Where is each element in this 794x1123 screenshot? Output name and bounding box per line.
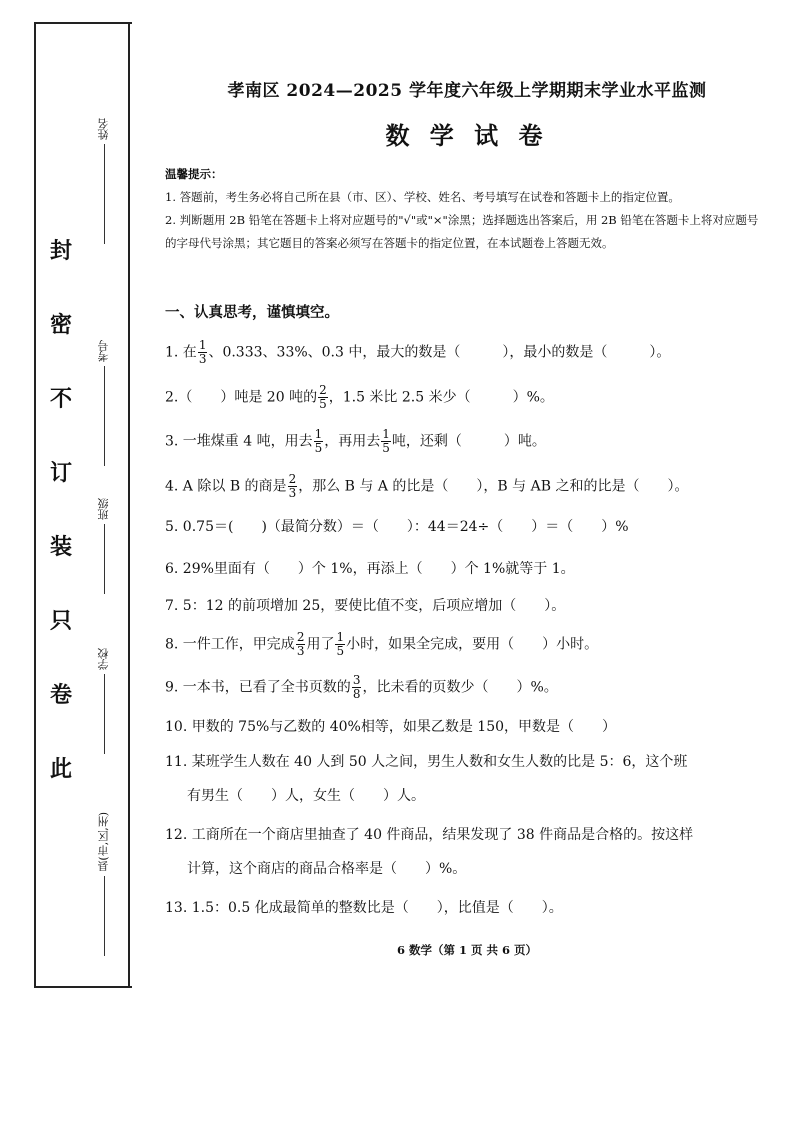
fraction [318,384,328,411]
question-text: 3. 一堆煤重 4 吨，用去 [165,433,313,450]
fraction [198,339,208,366]
instructions [165,163,765,255]
numerator: 2 [319,383,327,397]
question-3 [165,428,765,455]
page-footer: 6 数学（第 1 页 共 6 页） [396,943,538,957]
field-blank[interactable] [104,876,105,956]
numerator: 1 [314,427,323,441]
field-blank[interactable] [104,366,105,466]
section-heading: 一、认真思考，谨慎填空。 [165,304,339,321]
field-label: 学校 [97,648,110,670]
numerator: 1 [336,630,345,644]
seal-char: 封 [49,238,72,264]
seal-char: 密 [49,312,72,338]
field-blank[interactable] [104,524,105,594]
seal-warning [46,240,76,780]
seal-char: 只 [49,608,72,634]
question-1 [165,339,765,366]
fraction [335,631,345,658]
question-text: 小时，如果全完成，要用（ ）小时。 [346,636,599,653]
seal-char: 不 [49,386,72,412]
field-name[interactable] [96,118,112,244]
question-text: 吨，还剩（ ）吨。 [391,433,546,450]
field-blank[interactable] [104,144,105,244]
question-9 [165,674,765,701]
denominator: 5 [319,397,327,411]
question-text: 用了 [306,636,335,653]
field-county[interactable] [96,812,112,956]
question-11 [165,752,765,806]
denominator: 5 [314,441,323,455]
question-2 [165,384,765,411]
instruction-item: 1. 答题前，考生务必将自己所在县（市、区）、学校、姓名、考号填写在试卷和答题卡上的指定位置。 [165,190,680,204]
field-school[interactable] [96,648,112,754]
denominator: 3 [296,644,305,658]
question-text: 12. 工商所在一个商店里抽查了 40 件商品，结果发现了 38 件商品是合格的。按这样 [165,827,694,843]
question-4 [165,473,765,500]
seal-char: 此 [49,756,72,782]
numerator: 1 [382,427,390,441]
denominator: 5 [336,644,345,658]
question-text: 1. 在 [165,344,197,361]
denominator: 8 [352,687,361,701]
seal-char: 装 [49,534,72,560]
question-text: ，再用去 [324,433,381,450]
denominator: 3 [198,352,207,366]
question-text: 有男生（ ）人，女生（ ）人。 [187,788,425,804]
field-blank[interactable] [104,674,105,754]
field-class[interactable] [96,498,112,594]
instructions-heading: 温馨提示： [165,167,223,181]
field-label: 县(市,区,州) [97,812,110,872]
fraction [352,674,362,701]
question-text: ，比未看的页数少（ ）%。 [362,679,558,696]
exam-subject: 数 学 试 卷 [385,121,549,150]
field-label: 姓名 [97,118,110,140]
exam-title: 孝南区 2024—2025 学年度六年级上学期期末学业水平监测 [227,81,707,101]
question-12 [165,825,765,879]
field-label: 考号 [97,340,110,362]
question-text: 8. 一件工作，甲完成 [165,636,295,653]
question-6: 6. 29%里面有（ ）个 1%，再添上（ ）个 1%就等于 1。 [165,561,575,577]
numerator: 2 [288,472,297,486]
numerator: 2 [296,630,305,644]
fraction [296,631,306,658]
fraction [381,428,391,455]
numerator: 1 [198,338,207,352]
question-text: 11. 某班学生人数在 40 人到 50 人之间，男生人数和女生人数的比是 5：6，这个班 [165,754,688,770]
question-13: 13. 1.5：0.5 化成最简单的整数比是（ ），比值是（ ）。 [165,900,563,916]
denominator: 3 [288,486,297,500]
question-text: ，1.5 米比 2.5 米少（ ）%。 [328,389,554,406]
question-8 [165,631,765,658]
question-text: 4. A 除以 B 的商是 [165,478,287,495]
numerator: 3 [352,673,361,687]
question-text: 9. 一本书，已看了全书页数的 [165,679,351,696]
question-text: 计算，这个商店的商品合格率是（ ）%。 [187,861,467,877]
seal-char: 订 [49,460,72,486]
fraction [288,473,298,500]
binding-line [128,22,130,987]
denominator: 5 [382,441,390,455]
field-exam-number[interactable] [96,340,112,466]
question-text: ，那么 B 与 A 的比是（ ），B 与 AB 之和的比是（ ）。 [298,478,689,495]
question-5: 5. 0.75＝( )（最简分数）＝（ ）：44＝24÷（ ）＝（ ）% [165,519,629,535]
instruction-item: 2. 判断题用 2B 铅笔在答题卡上将对应题号的"√"或"×"涂黑；选择题选出答案后，用 2B 铅笔在答题卡上将对应题号的字母代号涂黑；其它题目的答案必须写在答题卡的指定位置，在本试题卷上答题无效。 [165,213,759,250]
question-7: 7. 5：12 的前项增加 25，要使比值不变，后项应增加（ ）。 [165,598,566,614]
question-text: 、0.333、33%、0.3 中，最大的数是（ ），最小的数是（ ）。 [208,344,671,361]
question-10: 10. 甲数的 75%与乙数的 40%相等，如果乙数是 150，甲数是（ ） [165,719,617,735]
seal-char: 卷 [49,682,72,708]
field-label: 班级 [97,498,110,520]
fraction [314,428,324,455]
question-text: 2.（ ）吨是 20 吨的 [165,389,318,406]
